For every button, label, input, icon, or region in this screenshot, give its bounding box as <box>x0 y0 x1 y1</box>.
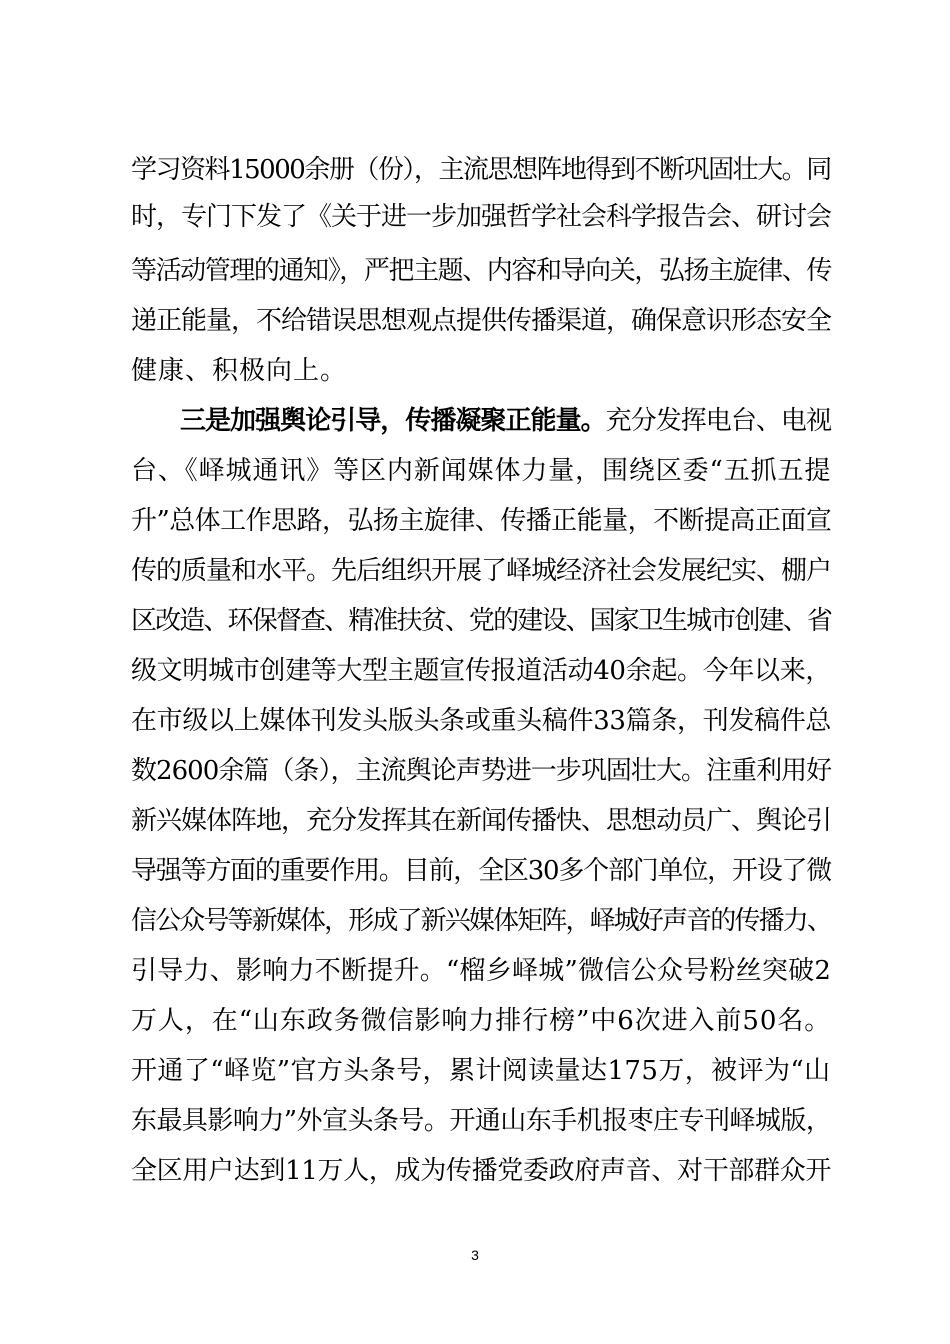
section-heading: 三是加强舆论引导，传播凝聚正能量。 <box>180 406 606 436</box>
paragraph1-line-1: 学习资料15000余册（份），主流思想阵地得到不断巩固壮大。同 <box>131 155 831 185</box>
paragraph2-line-1-rest: 充分发挥电台、电视 <box>605 406 832 436</box>
paragraph2-line-2: 台、《峄城通讯》等区内新闻媒体力量，围绕区委“五抓五提 <box>131 456 832 486</box>
page-number: 3 <box>471 1247 479 1263</box>
paragraph2-line-15: 东最具影响力”外宣头条号。开通山东手机报枣庄专刊峄城版， <box>131 1106 832 1136</box>
paragraph2-line-3: 升”总体工作思路，弘扬主旋律、传播正能量，不断提高正面宣 <box>131 506 832 536</box>
paragraph2-line-8: 数2600余篇（条），主流舆论声势进一步巩固壮大。注重利用好 <box>131 756 832 786</box>
paragraph2-line-13: 万人，在“山东政务微信影响力排行榜”中6次进入前50名。 <box>131 1006 832 1036</box>
paragraph2-line-1 <box>180 401 831 441</box>
paragraph2-line-4: 传的质量和水平。先后组织开展了峄城经济社会发展纪实、棚户 <box>131 556 832 586</box>
paragraph1-line-2: 时，专门下发了《关于进一步加强哲学社会科学报告会、研讨会 <box>131 202 832 232</box>
paragraph1-line-4: 递正能量，不给错误思想观点提供传播渠道，确保意识形态安全 <box>131 306 832 336</box>
paragraph2-line-7: 在市级以上媒体刊发头版头条或重头稿件33篇条，刊发稿件总 <box>131 706 832 736</box>
paragraph1-line-5: 健康、积极向上。 <box>131 356 348 386</box>
paragraph2-line-11: 信公众号等新媒体，形成了新兴媒体矩阵，峄城好声音的传播力、 <box>131 906 832 936</box>
paragraph1-line-3: 等活动管理的通知》，严把主题、内容和导向关，弘扬主旋律、传 <box>131 256 832 286</box>
paragraph2-line-12: 引导力、影响力不断提升。“榴乡峄城”微信公众号粉丝突破2 <box>131 956 832 986</box>
paragraph2-line-6: 级文明城市创建等大型主题宣传报道活动40余起。今年以来， <box>131 656 832 686</box>
paragraph2-line-5: 区改造、环保督查、精准扶贫、党的建设、国家卫生城市创建、省 <box>131 606 832 636</box>
paragraph2-line-16: 全区用户达到11万人，成为传播党委政府声音、对干部群众开 <box>131 1156 832 1186</box>
paragraph2-line-14: 开通了“峄览”官方头条号，累计阅读量达175万，被评为“山 <box>131 1056 831 1086</box>
paragraph2-line-10: 导强等方面的重要作用。目前，全区30多个部门单位，开设了微 <box>131 856 832 886</box>
paragraph2-line-9: 新兴媒体阵地，充分发挥其在新闻传播快、思想动员广、舆论引 <box>131 806 832 836</box>
